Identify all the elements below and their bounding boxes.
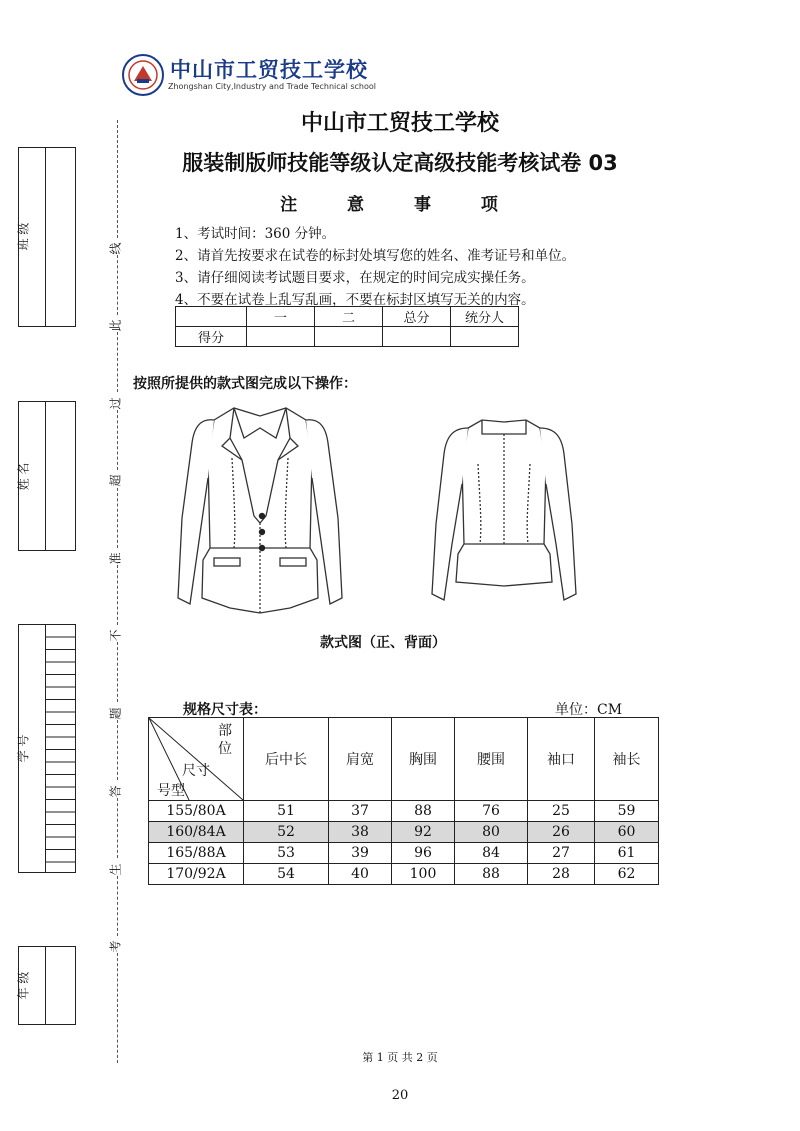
size-model-cell: 170/92A (149, 864, 244, 885)
binding-warning-char: 考 (108, 940, 123, 953)
instruction-text: 按照所提供的款式图完成以下操作： (133, 376, 357, 392)
corner-part-label: 部位 (218, 723, 232, 757)
school-title: 中山市工贸技工学校 (300, 111, 499, 136)
size-value-cell: 96 (392, 843, 455, 864)
binding-warning-char: 准 (108, 552, 123, 565)
size-value-cell: 88 (455, 864, 528, 885)
size-value-cell: 54 (244, 864, 329, 885)
jacket-front-drawing (172, 398, 348, 628)
binding-warning-char: 答 (108, 785, 123, 798)
binding-dashed-line (117, 565, 118, 625)
size-value-cell: 28 (528, 864, 595, 885)
score-cell[interactable] (383, 327, 451, 347)
size-value-cell: 51 (244, 801, 329, 822)
score-row-label: 得分 (176, 327, 247, 347)
binding-warning-char: 此 (108, 319, 123, 332)
binding-dashed-line (117, 120, 118, 238)
score-header-cell: 二 (315, 307, 383, 327)
figure-caption: 款式图（正、背面） (320, 635, 446, 651)
binding-warning-char: 过 (108, 397, 123, 410)
name-field-label: 姓 名 (16, 462, 31, 491)
size-table-label: 规格尺寸表： (183, 702, 267, 718)
binding-warning-char: 线 (108, 242, 123, 255)
logo-school-name: 中山市工贸技工学校 (170, 57, 368, 82)
school-logo (120, 52, 376, 102)
size-value-cell: 84 (455, 843, 528, 864)
size-column-header: 后中长 (244, 718, 329, 801)
binding-dashed-line (117, 953, 118, 1063)
size-column-header: 肩宽 (329, 718, 392, 801)
binding-warning-char: 题 (108, 707, 123, 720)
size-column-header: 袖口 (528, 718, 595, 801)
notice-heading: 注 意 事 项 (280, 195, 520, 215)
class-field-label: 班 级 (16, 222, 31, 251)
notice-item: 2、请首先按要求在试卷的标封处填写您的姓名、准考证号和单位。 (175, 248, 576, 264)
binding-dashed-line (117, 332, 118, 392)
jacket-back-drawing (428, 414, 580, 614)
size-value-cell: 53 (244, 843, 329, 864)
score-header-cell: 一 (247, 307, 315, 327)
binding-warning-char: 超 (108, 474, 123, 487)
size-column-header: 腰围 (455, 718, 528, 801)
notice-item: 4、不要在试卷上乱写乱画，不要在标封区填写无关的内容。 (175, 292, 535, 308)
corner-size-label: 尺寸 (182, 763, 210, 779)
size-value-cell: 100 (392, 864, 455, 885)
score-table (175, 306, 519, 347)
size-value-cell: 40 (329, 864, 392, 885)
size-value-cell: 80 (455, 822, 528, 843)
notice-item: 3、请仔细阅读考试题目要求，在规定的时间完成实操任务。 (175, 270, 535, 286)
binding-dashed-line (117, 876, 118, 936)
binding-dashed-line (117, 410, 118, 470)
size-value-cell: 37 (329, 801, 392, 822)
class-field[interactable] (18, 147, 76, 327)
size-table (148, 717, 659, 885)
size-model-cell: 165/88A (149, 843, 244, 864)
notice-item: 1、考试时间：360 分钟。 (175, 226, 336, 242)
binding-dashed-line (117, 488, 118, 548)
size-value-cell: 38 (329, 822, 392, 843)
binding-warning-char: 不 (108, 629, 123, 642)
size-value-cell: 60 (595, 822, 659, 843)
size-value-cell: 88 (392, 801, 455, 822)
grade-field-label: 年 级 (16, 971, 31, 1000)
size-value-cell: 26 (528, 822, 595, 843)
binding-dashed-line (117, 255, 118, 315)
score-header-cell: 总分 (383, 307, 451, 327)
table-row (149, 801, 659, 822)
size-value-cell: 62 (595, 864, 659, 885)
size-table-corner-cell (149, 718, 244, 801)
student-id-field-label: 学 号 (16, 734, 31, 763)
size-value-cell: 39 (329, 843, 392, 864)
page-footer: 第 1 页 共 2 页 (362, 1051, 438, 1064)
size-value-cell: 61 (595, 843, 659, 864)
size-model-cell: 160/84A (149, 822, 244, 843)
size-model-cell: 155/80A (149, 801, 244, 822)
binding-dashed-line (117, 642, 118, 702)
table-row (149, 843, 659, 864)
unit-label: 单位：CM (555, 702, 623, 718)
score-header-cell: 统分人 (451, 307, 519, 327)
student-id-field[interactable] (18, 624, 76, 873)
score-cell[interactable] (451, 327, 519, 347)
exam-title: 服装制版师技能等级认定高级技能考核试卷 03 (182, 151, 618, 175)
binding-warning-char: 生 (108, 863, 123, 876)
table-row (149, 864, 659, 885)
page-number: 20 (391, 1088, 409, 1103)
logo-school-name-en: Zhongshan City,Industry and Trade Technical school (168, 82, 376, 91)
score-cell[interactable] (315, 327, 383, 347)
table-row (149, 822, 659, 843)
size-column-header: 袖长 (595, 718, 659, 801)
corner-model-label: 号型 (157, 783, 185, 799)
binding-dashed-line (117, 798, 118, 858)
score-cell[interactable] (247, 327, 315, 347)
size-value-cell: 92 (392, 822, 455, 843)
grade-field[interactable] (18, 946, 76, 1025)
size-value-cell: 59 (595, 801, 659, 822)
size-value-cell: 27 (528, 843, 595, 864)
size-value-cell: 76 (455, 801, 528, 822)
size-column-header: 胸围 (392, 718, 455, 801)
size-value-cell: 25 (528, 801, 595, 822)
score-header-cell (176, 307, 247, 327)
school-seal-icon (122, 54, 164, 96)
size-value-cell: 52 (244, 822, 329, 843)
binding-dashed-line (117, 720, 118, 780)
name-field[interactable] (18, 401, 76, 551)
